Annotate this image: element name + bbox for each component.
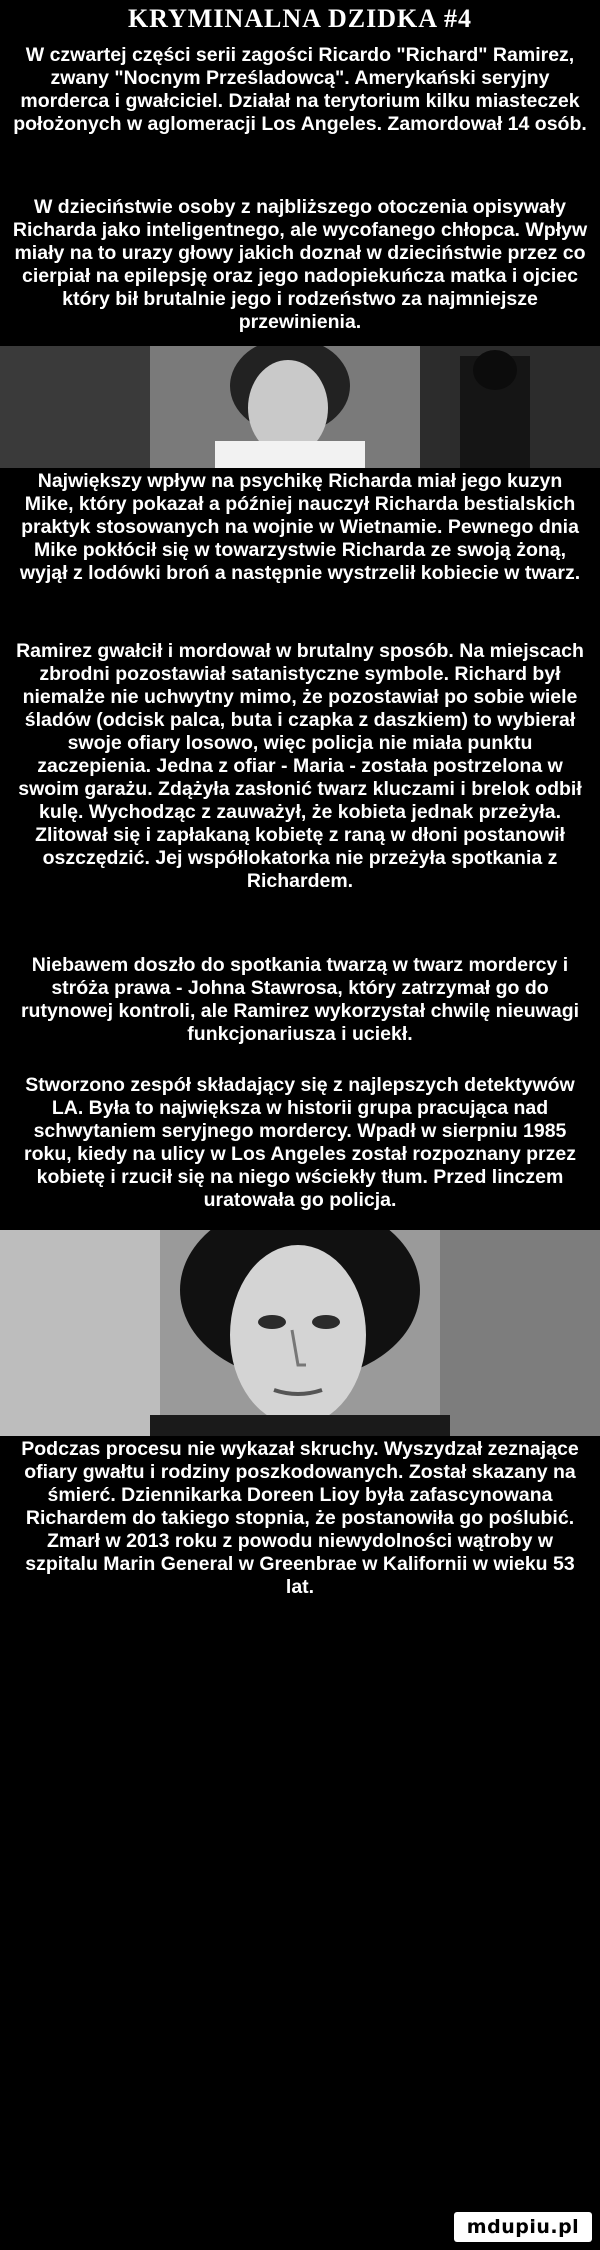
page-title: KRYMINALNA DZIDKA #4: [127, 4, 473, 33]
watermark-logo: mdupiu.pl: [454, 2212, 592, 2242]
paragraph-cousin-mike: Największy wpływ na psychikę Richarda miał jego kuzyn Mike, który pokazał a później nauczył Richarda bestialskich praktyk stosowanych na wojnie w Wietnamie. Pewnego dnia Mike pokłócił się w towarzystwie Richarda ze swoją żoną, wyjął z lodówki broń a następnie wystrzelił kobiecie w twarz.: [19, 470, 581, 584]
paragraph-trial-death: Podczas procesu nie wykazał skruchy. Wyszydzał zeznające ofiary gwałtu i rodziny poszkodowanych. Został skazany na śmierć. Dziennikarka Doreen Lioy była zafascynowana Richardem do takiego stopnia, że postanowiła go poślubić. Zmarł w 2013 roku z powodu niewydolności wątroby w szpitalu Marin General w Greenbrae w Kalifornii w wieku 53 lat.: [21, 1438, 579, 1598]
paragraph-childhood: W dzieciństwie osoby z najbliższego otoczenia opisywały Richarda jako inteligentnego, ale wycofanego chłopca. Wpływ miały na to urazy głowy jakich doznał w dzieciństwie przez co cierpiał na epilepsję oraz jego nadopiekuńcza matka i ojciec który bił brutalnie jego i rodzeństwo za najmniejsze przewinienia.: [12, 196, 588, 333]
paragraph-crimes: Ramirez gwałcił i mordował w brutalny sposób. Na miejscach zbrodni pozostawiał satanistyczne symbole. Richard był niemalże nie uchwytny mimo, że pozostawiał po sobie wiele śladów (odcisk palca, buta i czapka z daszkiem) to wybierał swoje ofiary losowo, więc policja nie miała punktu zaczepienia. Jedna z ofiar - Maria - została postrzelona w swoim garażu. Zdążyła zasłonić twarz kluczami i brelok odbił kulę. Wychodząc z zauważył, że kobieta jednak przeżyła. Zlitował się i zapłakaną kobietę z raną w dłoni postanowił oszczędzić. Jej współlokatorka nie przeżyła spotkania z Richardem.: [16, 640, 584, 892]
photo-ramirez-court: [0, 346, 600, 468]
paragraph-stawros: Niebawem doszło do spotkania twarzą w twarz mordercy i stróża prawa - Johna Stawrosa, który zatrzymał go do rutynowej kontroli, ale Ramirez wykorzystał chwilę nieuwagi funkcjonariusza i uciekł.: [20, 954, 580, 1045]
photo-ramirez-portrait: [0, 1230, 600, 1436]
paragraph-intro: W czwartej części serii zagości Ricardo "Richard" Ramirez, zwany "Nocnym Prześladowcą". Amerykański seryjny morderca i gwałciciel. Działał na terytorium kilku miasteczek położonych w aglomeracji Los Angeles. Zamordował 14 osób.: [13, 44, 587, 135]
paragraph-capture: Stworzono zespół składający się z najlepszych detektywów LA. Była to największa w historii grupa pracująca nad schwytaniem seryjnego mordercy. Wpadł w sierpniu 1985 roku, kiedy na ulicy w Los Angeles został rozpoznany przez kobietę i rzucił się na niego wściekły tłum. Przed linczem uratowała go policja.: [24, 1074, 576, 1211]
